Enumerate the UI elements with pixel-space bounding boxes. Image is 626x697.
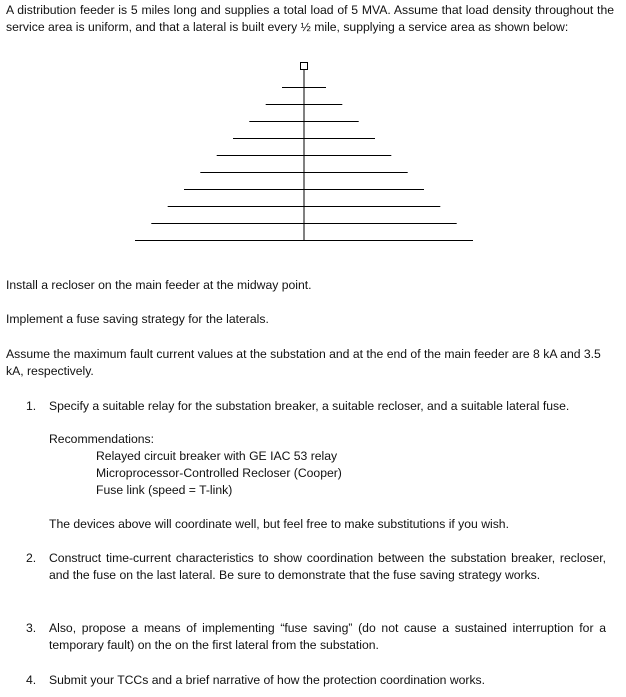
intro-paragraph: A distribution feeder is 5 miles long and supplies a total load of 5 MVA. Assume that load density throughout the service area is uniform, and that a lateral is built every ½ mile, supplying a service area as shown below:	[6, 3, 614, 34]
recommendation-item: Microprocessor-Controlled Recloser (Cooper)	[96, 466, 342, 480]
recommendations-note: The devices above will coordinate well, but feel free to make substitutions if you wish.	[49, 517, 509, 531]
task-text: Submit your TCCs and a brief narrative of how the protection coordination works.	[49, 673, 486, 687]
recommendations-heading: Recommendations:	[49, 432, 154, 446]
task-item-4	[26, 672, 606, 689]
task-number: 1.	[26, 399, 37, 413]
task-text: Specify a suitable relay for the substation breaker, a suitable recloser, and a suitable lateral fuse.	[49, 399, 570, 413]
task-number: 4.	[26, 673, 37, 687]
task-item-2	[26, 550, 606, 584]
task-text: Construct time-current characteristics to show coordination between the substation breaker, recloser, and the fuse on the last lateral. Be sure to demonstrate that the fuse saving strategy works.	[49, 551, 606, 582]
task-text: Also, propose a means of implementing “fuse saving” (do not cause a sustained interruption for a temporary fault) on the on the first lateral from the substation.	[49, 621, 606, 652]
task-item-3	[26, 620, 606, 654]
recommendation-item: Relayed circuit breaker with GE IAC 53 relay	[96, 449, 338, 463]
instruction-fuse-saving: Implement a fuse saving strategy for the laterals.	[6, 312, 269, 326]
substation-square-icon	[301, 63, 308, 70]
recommendation-item: Fuse link (speed = T-link)	[96, 483, 233, 497]
instruction-recloser: Install a recloser on the main feeder at the midway point.	[6, 278, 312, 292]
task-number: 3.	[26, 621, 37, 635]
task-item-1	[26, 398, 606, 415]
instruction-fault-current: Assume the maximum fault current values at the substation and at the end of the main feeder are 8 kA and 3.5 kA, respectively.	[6, 347, 601, 378]
feeder-diagram	[0, 0, 626, 250]
task-number: 2.	[26, 551, 37, 565]
